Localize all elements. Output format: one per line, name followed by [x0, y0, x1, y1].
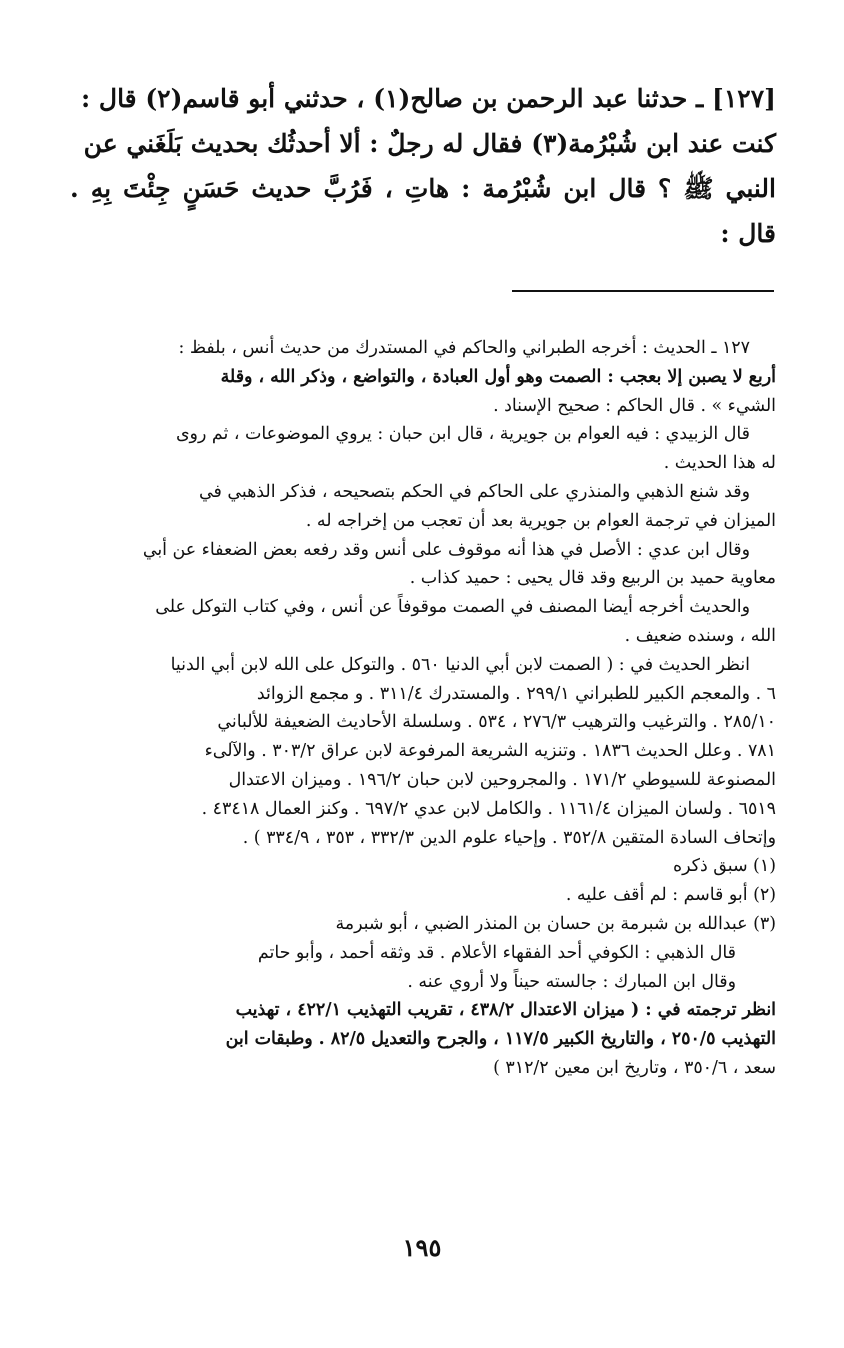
note-line: قال الزبيدي : فيه العوام بن جويرية ، قال ابن حبان : يروي الموضوعات ، ثم روى	[175, 424, 750, 445]
footnote-3-line: وقال ابن المبارك : جالسته حيناً ولا أروي عنه .	[407, 971, 736, 992]
main-line: النبي ﷺ ؟ قال ابن شُبْرُمة : هاتِ ، فَرُبَّ حديث حَسَنٍ جِئْتَ بِهِ . قال :	[70, 174, 776, 248]
note-line: وقد شنع الذهبي والمنذري على الحاكم في الحكم بتصحيحه ، فذكر الذهبي في	[199, 481, 750, 502]
note-line: ٢٨٥/١٠ . والترغيب والترهيب ٢٧٦/٣ ، ٥٣٤ . وسلسلة الأحاديث الضعيفة للألباني	[217, 712, 776, 733]
note-line: الميزان في ترجمة العوام بن جويرية بعد أن تعجب من إخراجه له .	[305, 510, 776, 531]
footnote-3-line: قال الذهبي : الكوفي أحد الفقهاء الأعلام . قد وثقه أحمد ، وأبو حاتم	[257, 942, 736, 963]
note-line: والحديث أخرجه أيضا المصنف في الصمت موقوفاً عن أنس ، وفي كتاب التوكل على	[155, 597, 750, 618]
footnote-1: (١) سبق ذكره	[672, 856, 776, 877]
footnote-3: (٣) عبدالله بن شبرمة بن حسان بن المنذر الضبي ، أبو شبرمة	[335, 913, 776, 934]
main-text	[70, 76, 776, 256]
note-line: له هذا الحديث .	[663, 453, 776, 474]
note-line: المصنوعة للسيوطي ١٧١/٢ . والمجروحين لابن حبان ١٩٦/٢ . وميزان الاعتدال	[228, 769, 776, 790]
main-line: [١٢٧] ـ حدثنا عبد الرحمن بن صالح(١) ، حدثني أبو قاسم(٢) قال :	[80, 84, 776, 113]
footnote-3-line: سعد ، ٣٥٠/٦ ، وتاريخ ابن معين ٣١٢/٢ )	[493, 1057, 776, 1078]
footnote-separator	[512, 290, 774, 292]
note-line: الله ، وسنده ضعيف .	[624, 625, 776, 646]
footnote-2: (٢) أبو قاسم : لم أقف عليه .	[565, 885, 776, 906]
note-line: أربع لا يصبن إلا بعجب : الصمت وهو أول العبادة ، والتواضع ، وذكر الله ، وقلة	[220, 366, 776, 387]
main-line: كنت عند ابن شُبْرُمة(٣) فقال له رجلٌ : ألا أحدثُك بحديث بَلَغَني عن	[83, 129, 776, 158]
note-line: وقال ابن عدي : الأصل في هذا أنه موقوف على أنس وقد رفعه بعض الضعفاء عن أبي	[142, 539, 750, 560]
note-line: الشيء » . قال الحاكم : صحيح الإسناد .	[493, 395, 776, 416]
note-line: وإتحاف السادة المتقين ٣٥٢/٨ . وإحياء علوم الدين ٣٣٢/٣ ، ٣٥٣ ، ٣٣٤/٩ ) .	[242, 827, 776, 848]
note-line: ٦٥١٩ . ولسان الميزان ١١٦١/٤ . والكامل لابن عدي ٦٩٧/٢ . وكنز العمال ٤٣٤١٨ .	[201, 798, 776, 819]
note-line: معاوية حميد بن الربيع وقد قال يحيى : حميد كذاب .	[409, 568, 776, 589]
note-line: ١٢٧ ـ الحديث : أخرجه الطبراني والحاكم في المستدرك من حديث أنس ، بلفظ :	[178, 338, 750, 358]
note-line: انظر الحديث في : ( الصمت لابن أبي الدنيا ٥٦٠ . والتوكل على الله لابن أبي الدنيا	[170, 654, 750, 675]
note-line: ٦ . والمعجم الكبير للطبراني ٢٩٩/١ . والمستدرك ٣١١/٤ . و مجمع الزوائد	[256, 683, 776, 704]
footnote-3-line: انظر ترجمته في : ( ميزان الاعتدال ٤٣٨/٢ ، تقريب التهذيب ٤٢٢/١ ، تهذيب	[235, 1000, 776, 1021]
footnote-3-line: التهذيب ٢٥٠/٥ ، والتاريخ الكبير ١١٧/٥ ، والجرح والتعديل ٨٢/٥ . وطبقات ابن	[225, 1029, 776, 1050]
note-line: ٧٨١ . وعلل الحديث ١٨٣٦ . وتنزيه الشريعة المرفوعة لابن عراق ٣٠٣/٢ . والآلىء	[204, 741, 776, 762]
page-number: ١٩٥	[402, 1233, 442, 1262]
footnotes-section	[72, 334, 776, 1083]
